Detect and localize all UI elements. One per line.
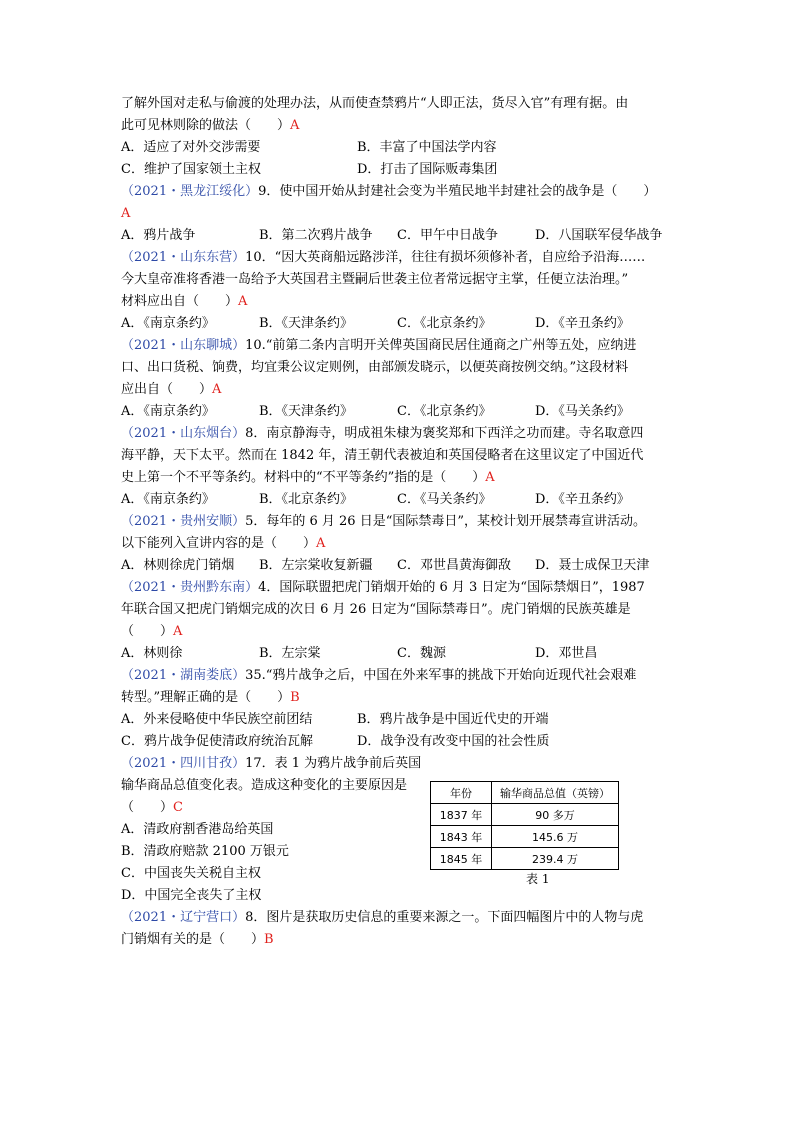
option-a: A．《南京条约》 bbox=[121, 404, 215, 419]
table-cell: 90 多万 bbox=[492, 804, 619, 826]
table-header: 年份 bbox=[431, 782, 492, 804]
question-source: （2021・山东烟台） bbox=[121, 426, 246, 441]
option-b: B．丰富了中国法学内容 bbox=[357, 140, 497, 155]
option-b: B．《天津条约》 bbox=[259, 404, 354, 419]
option-b: B．《天津条约》 bbox=[259, 316, 354, 331]
option-c: C．中国丧失关税自主权 bbox=[121, 866, 261, 881]
document-page bbox=[121, 93, 673, 951]
option-d: D．邓世昌 bbox=[535, 646, 598, 661]
export-value-table bbox=[430, 781, 619, 870]
answer-mark: C bbox=[173, 800, 183, 815]
option-b: B．第二次鸦片战争 bbox=[259, 228, 373, 243]
option-c: C．《马关条约》 bbox=[397, 492, 492, 507]
option-a: A．适应了对外交涉需要 bbox=[121, 140, 261, 155]
option-c: C．邓世昌黄海御敌 bbox=[397, 558, 511, 573]
option-b: B．清政府赔款 2100 万银元 bbox=[121, 844, 289, 859]
option-d: D．战争没有改变中国的社会性质 bbox=[357, 734, 550, 749]
question-text: 口、出口货税、饷费，均宜秉公议定则例，由部颁发晓示，以便英商按例交纳。”这段材料 bbox=[121, 360, 629, 375]
question-text: （2021・贵州安顺）5．每年的 6 月 26 日是“国际禁毒日”，某校计划开展禁毒宣讲活动。 bbox=[121, 514, 646, 529]
table-cell: 239.4 万 bbox=[492, 848, 619, 870]
options-row bbox=[121, 489, 673, 511]
options-row bbox=[121, 159, 673, 181]
question-text: （2021・贵州黔东南）4．国际联盟把虎门销烟开始的 6 月 3 日定为“国际禁烟日”，1987 bbox=[121, 580, 645, 595]
option-d: D．《辛丑条约》 bbox=[535, 492, 630, 507]
option-b: B．左宗棠收复新疆 bbox=[259, 558, 373, 573]
option-a: A．清政府割香港岛给英国 bbox=[121, 822, 274, 837]
question-source: （2021・山东聊城） bbox=[121, 338, 246, 353]
table-header: 输华商品总值（英镑） bbox=[492, 782, 619, 804]
table-caption: 表 1 bbox=[526, 872, 550, 886]
option-d: D．八国联军侵华战争 bbox=[535, 228, 663, 243]
answer-mark: B bbox=[264, 932, 274, 947]
options-row bbox=[121, 709, 673, 731]
option-c: C．《北京条约》 bbox=[397, 404, 492, 419]
question-source: （2021・黑龙江绥化） bbox=[121, 184, 259, 199]
options-row bbox=[121, 555, 673, 577]
question-text: 门销烟有关的是（ ）B bbox=[121, 932, 274, 947]
option-d: D．《马关条约》 bbox=[535, 404, 630, 419]
answer-mark: A bbox=[173, 624, 183, 639]
question-text: 海平静，天下太平。然而在 1842 年，清王朝代表被迫和英国侵略者在这里议定了中国近代 bbox=[121, 448, 644, 463]
question-text: （2021・辽宁营口）8．图片是获取历史信息的重要来源之一。下面四幅图片中的人物与虎 bbox=[121, 910, 644, 925]
answer-mark: A bbox=[212, 382, 222, 397]
question-text: （2021・湖南娄底）35.“鸦片战争之后，中国在外来军事的挑战下开始向近现代社会艰难 bbox=[121, 668, 637, 683]
answer-mark: A bbox=[121, 206, 131, 221]
question-text: 材料应出自（ ）A bbox=[121, 294, 248, 309]
question-text: 史上第一个不平等条约。材料中的“不平等条约”指的是（ ）A bbox=[121, 470, 495, 485]
option-a: A．林则徐 bbox=[121, 646, 183, 661]
question-with-table bbox=[121, 753, 673, 885]
option-d: D．《辛丑条约》 bbox=[535, 316, 630, 331]
question-text: （2021・山东聊城）10.“前第二条内言明开关俾英国商民居住通商之广州等五处，应纳进 bbox=[121, 338, 637, 353]
option-c: C．鸦片战争促使清政府统治瓦解 bbox=[121, 734, 313, 749]
answer-mark: A bbox=[290, 118, 300, 133]
table-cell: 1843 年 bbox=[431, 826, 492, 848]
answer-mark: A bbox=[485, 470, 495, 485]
option-b: B．鸦片战争是中国近代史的开端 bbox=[357, 712, 549, 727]
question-text: 转型。”理解正确的是（ ）B bbox=[121, 690, 300, 705]
question-text: （2021・黑龙江绥化）9．使中国开始从封建社会变为半殖民地半封建社会的战争是（ ） bbox=[121, 184, 657, 199]
question-text: （2021・四川甘孜）17．表 1 为鸦片战争前后英国 bbox=[121, 756, 422, 771]
options-row bbox=[121, 401, 673, 423]
question-text: （2021・山东烟台）8．南京静海寺，明成祖朱棣为褒奖郑和下西洋之功而建。寺名取意四 bbox=[121, 426, 644, 441]
answer-mark: B bbox=[290, 690, 300, 705]
option-a: A．鸦片战争 bbox=[121, 228, 196, 243]
options-row bbox=[121, 137, 673, 159]
question-text: 应出自（ ）A bbox=[121, 382, 222, 397]
option-a: A．《南京条约》 bbox=[121, 492, 215, 507]
question-text: 今大皇帝准将香港一岛给予大英国君主暨嗣后世袭主位者常远据守主掌，任便立法治理。” bbox=[121, 272, 629, 287]
table-row bbox=[431, 804, 619, 826]
table-cell: 145.6 万 bbox=[492, 826, 619, 848]
option-c: C．魏源 bbox=[397, 646, 446, 661]
option-b: B．左宗棠 bbox=[259, 646, 321, 661]
options-row bbox=[121, 643, 673, 665]
question-text: 年联合国又把虎门销烟完成的次日 6 月 26 日定为“国际禁毒日”。虎门销烟的民族英雄是 bbox=[121, 602, 631, 617]
table-header-row bbox=[431, 782, 619, 804]
table-row bbox=[431, 848, 619, 870]
options-row bbox=[121, 731, 673, 753]
table-cell: 1845 年 bbox=[431, 848, 492, 870]
option-c: C．《北京条约》 bbox=[397, 316, 492, 331]
question-source: （2021・辽宁营口） bbox=[121, 910, 246, 925]
answer-mark: A bbox=[238, 294, 248, 309]
question-text: 此可见林则除的做法（ ）A bbox=[121, 118, 300, 133]
options-row bbox=[121, 225, 673, 247]
question-text: （ ）C bbox=[121, 800, 183, 815]
answer-mark: A bbox=[316, 536, 326, 551]
question-text: （2021・山东东营）10．“因大英商船远路涉洋，往往有损坏须修补者，自应给予沿海…… bbox=[121, 250, 646, 265]
question-text: （ ）A bbox=[121, 624, 183, 639]
question-source: （2021・湖南娄底） bbox=[121, 668, 246, 683]
option-a: A．外来侵略使中华民族空前团结 bbox=[121, 712, 313, 727]
question-text: 了解外国对走私与偷渡的处理办法，从而使查禁鸦片“人即正法，货尽入官”有理有据。由 bbox=[121, 96, 629, 111]
option-c: C．甲午中日战争 bbox=[397, 228, 498, 243]
question-source: （2021・贵州黔东南） bbox=[121, 580, 259, 595]
option-a: A．林则徐虎门销烟 bbox=[121, 558, 235, 573]
question-source: （2021・山东东营） bbox=[121, 250, 246, 265]
question-text: 输华商品总值变化表。造成这种变化的主要原因是 bbox=[121, 778, 408, 793]
option-d: D．打击了国际贩毒集团 bbox=[357, 162, 498, 177]
table-cell: 1837 年 bbox=[431, 804, 492, 826]
option-c: C．维护了国家领土主权 bbox=[121, 162, 261, 177]
table-row bbox=[431, 826, 619, 848]
question-source: （2021・贵州安顺） bbox=[121, 514, 246, 529]
question-text: 以下能列入宣讲内容的是（ ）A bbox=[121, 536, 326, 551]
option-d: D．中国完全丧失了主权 bbox=[121, 888, 262, 903]
question-source: （2021・四川甘孜） bbox=[121, 756, 246, 771]
option-b: B．《北京条约》 bbox=[259, 492, 354, 507]
option-d: D．聂士成保卫天津 bbox=[535, 558, 650, 573]
options-row bbox=[121, 313, 673, 335]
option-a: A．《南京条约》 bbox=[121, 316, 215, 331]
